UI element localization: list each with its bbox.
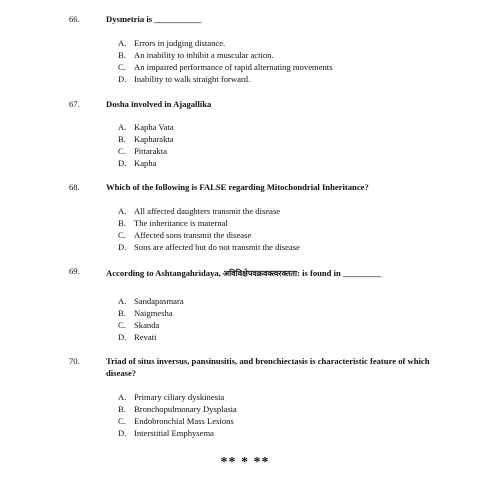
option-letter: D. [118, 331, 127, 342]
question-text: Triad of situs inversus, pansinusitis, and bronchiectasis is characteristic feature of which disease? [106, 356, 430, 378]
option-d [118, 332, 184, 344]
question-text: Dysmetria is ___________ [106, 14, 202, 24]
option-text: Endobronchial Mass Lesions [134, 415, 234, 426]
option-text: Revati [134, 331, 157, 342]
option-text: Primary ciliary dyskinesia [134, 392, 225, 402]
question-number: 68. [69, 182, 80, 192]
options-list [118, 296, 184, 344]
option-text: Pittarakta [134, 145, 167, 156]
question-text-pre: According to Ashtangahridaya, [106, 268, 223, 278]
question-text-devanagari: अविविक्षेपवक्रवक्त्वरक्तता [222, 269, 298, 278]
option-text: The inheritance is maternal [134, 217, 228, 228]
option-b [118, 218, 300, 230]
option-text: Kapha Vata [134, 122, 174, 132]
option-text: Kapharakta [134, 133, 174, 144]
option-a [118, 206, 300, 218]
option-b [118, 134, 174, 146]
option-letter: A. [118, 38, 127, 48]
options-list [118, 122, 174, 170]
options-list [118, 392, 237, 440]
option-text: An inability to inhibit a muscular action. [134, 49, 274, 60]
option-c [118, 320, 184, 332]
option-text: Sandapasmara [134, 296, 184, 306]
option-letter: D. [118, 241, 127, 252]
option-letter: B. [118, 133, 126, 144]
option-letter: D. [118, 73, 127, 84]
option-letter: B. [118, 307, 126, 318]
question-text [106, 268, 446, 280]
option-d [118, 428, 237, 440]
option-b [118, 404, 237, 416]
question-text: Dosha involved in Ajagallika [106, 99, 212, 109]
question-number: 69. [69, 266, 80, 276]
option-text: Skanda [134, 319, 160, 330]
question-number: 66. [69, 14, 80, 24]
option-letter: B. [118, 403, 126, 414]
option-d [118, 158, 174, 170]
option-letter: C. [118, 61, 126, 72]
option-text: Affected sons transmit the disease [134, 229, 252, 240]
question-number: 67. [69, 99, 80, 109]
option-letter: D. [118, 157, 127, 168]
option-text: Inability to walk straight forward. [134, 73, 251, 84]
option-c [118, 62, 333, 74]
option-a [118, 392, 237, 404]
option-letter: A. [118, 206, 127, 216]
option-a [118, 122, 174, 134]
option-text: An impaired performance of rapid alternating movements [134, 61, 333, 72]
options-list [118, 206, 300, 254]
option-letter: B. [118, 49, 126, 60]
option-a [118, 38, 333, 50]
options-list [118, 38, 333, 86]
option-text: Interstitial Emphysema [134, 427, 214, 438]
option-b [118, 50, 333, 62]
option-text: Bronchopulmonary Dysplasia [134, 403, 237, 414]
option-text: Sons are affected but do not transmit the disease [134, 241, 300, 252]
option-letter: A. [118, 392, 127, 402]
option-letter: C. [118, 145, 126, 156]
option-letter: B. [118, 217, 126, 228]
option-c [118, 146, 174, 158]
option-text: Errors in judging distance. [134, 38, 226, 48]
option-d [118, 74, 333, 86]
question-text-post: : is found in _________ [297, 268, 382, 278]
end-marker: ** * ** [220, 455, 270, 470]
option-text: Kapha [134, 157, 157, 168]
option-letter: C. [118, 319, 126, 330]
option-letter: A. [118, 296, 127, 306]
option-letter: A. [118, 122, 127, 132]
option-letter: C. [118, 229, 126, 240]
option-c [118, 230, 300, 242]
option-a [118, 296, 184, 308]
option-text: All affected daughters transmit the disease [134, 206, 281, 216]
option-text: Naigmesha [134, 307, 173, 318]
question-number: 70. [69, 356, 80, 366]
option-letter: C. [118, 415, 126, 426]
option-b [118, 308, 184, 320]
option-d [118, 242, 300, 254]
option-letter: D. [118, 427, 127, 438]
option-c [118, 416, 237, 428]
question-text: Which of the following is FALSE regarding Mitochondrial Inheritance? [106, 182, 369, 192]
